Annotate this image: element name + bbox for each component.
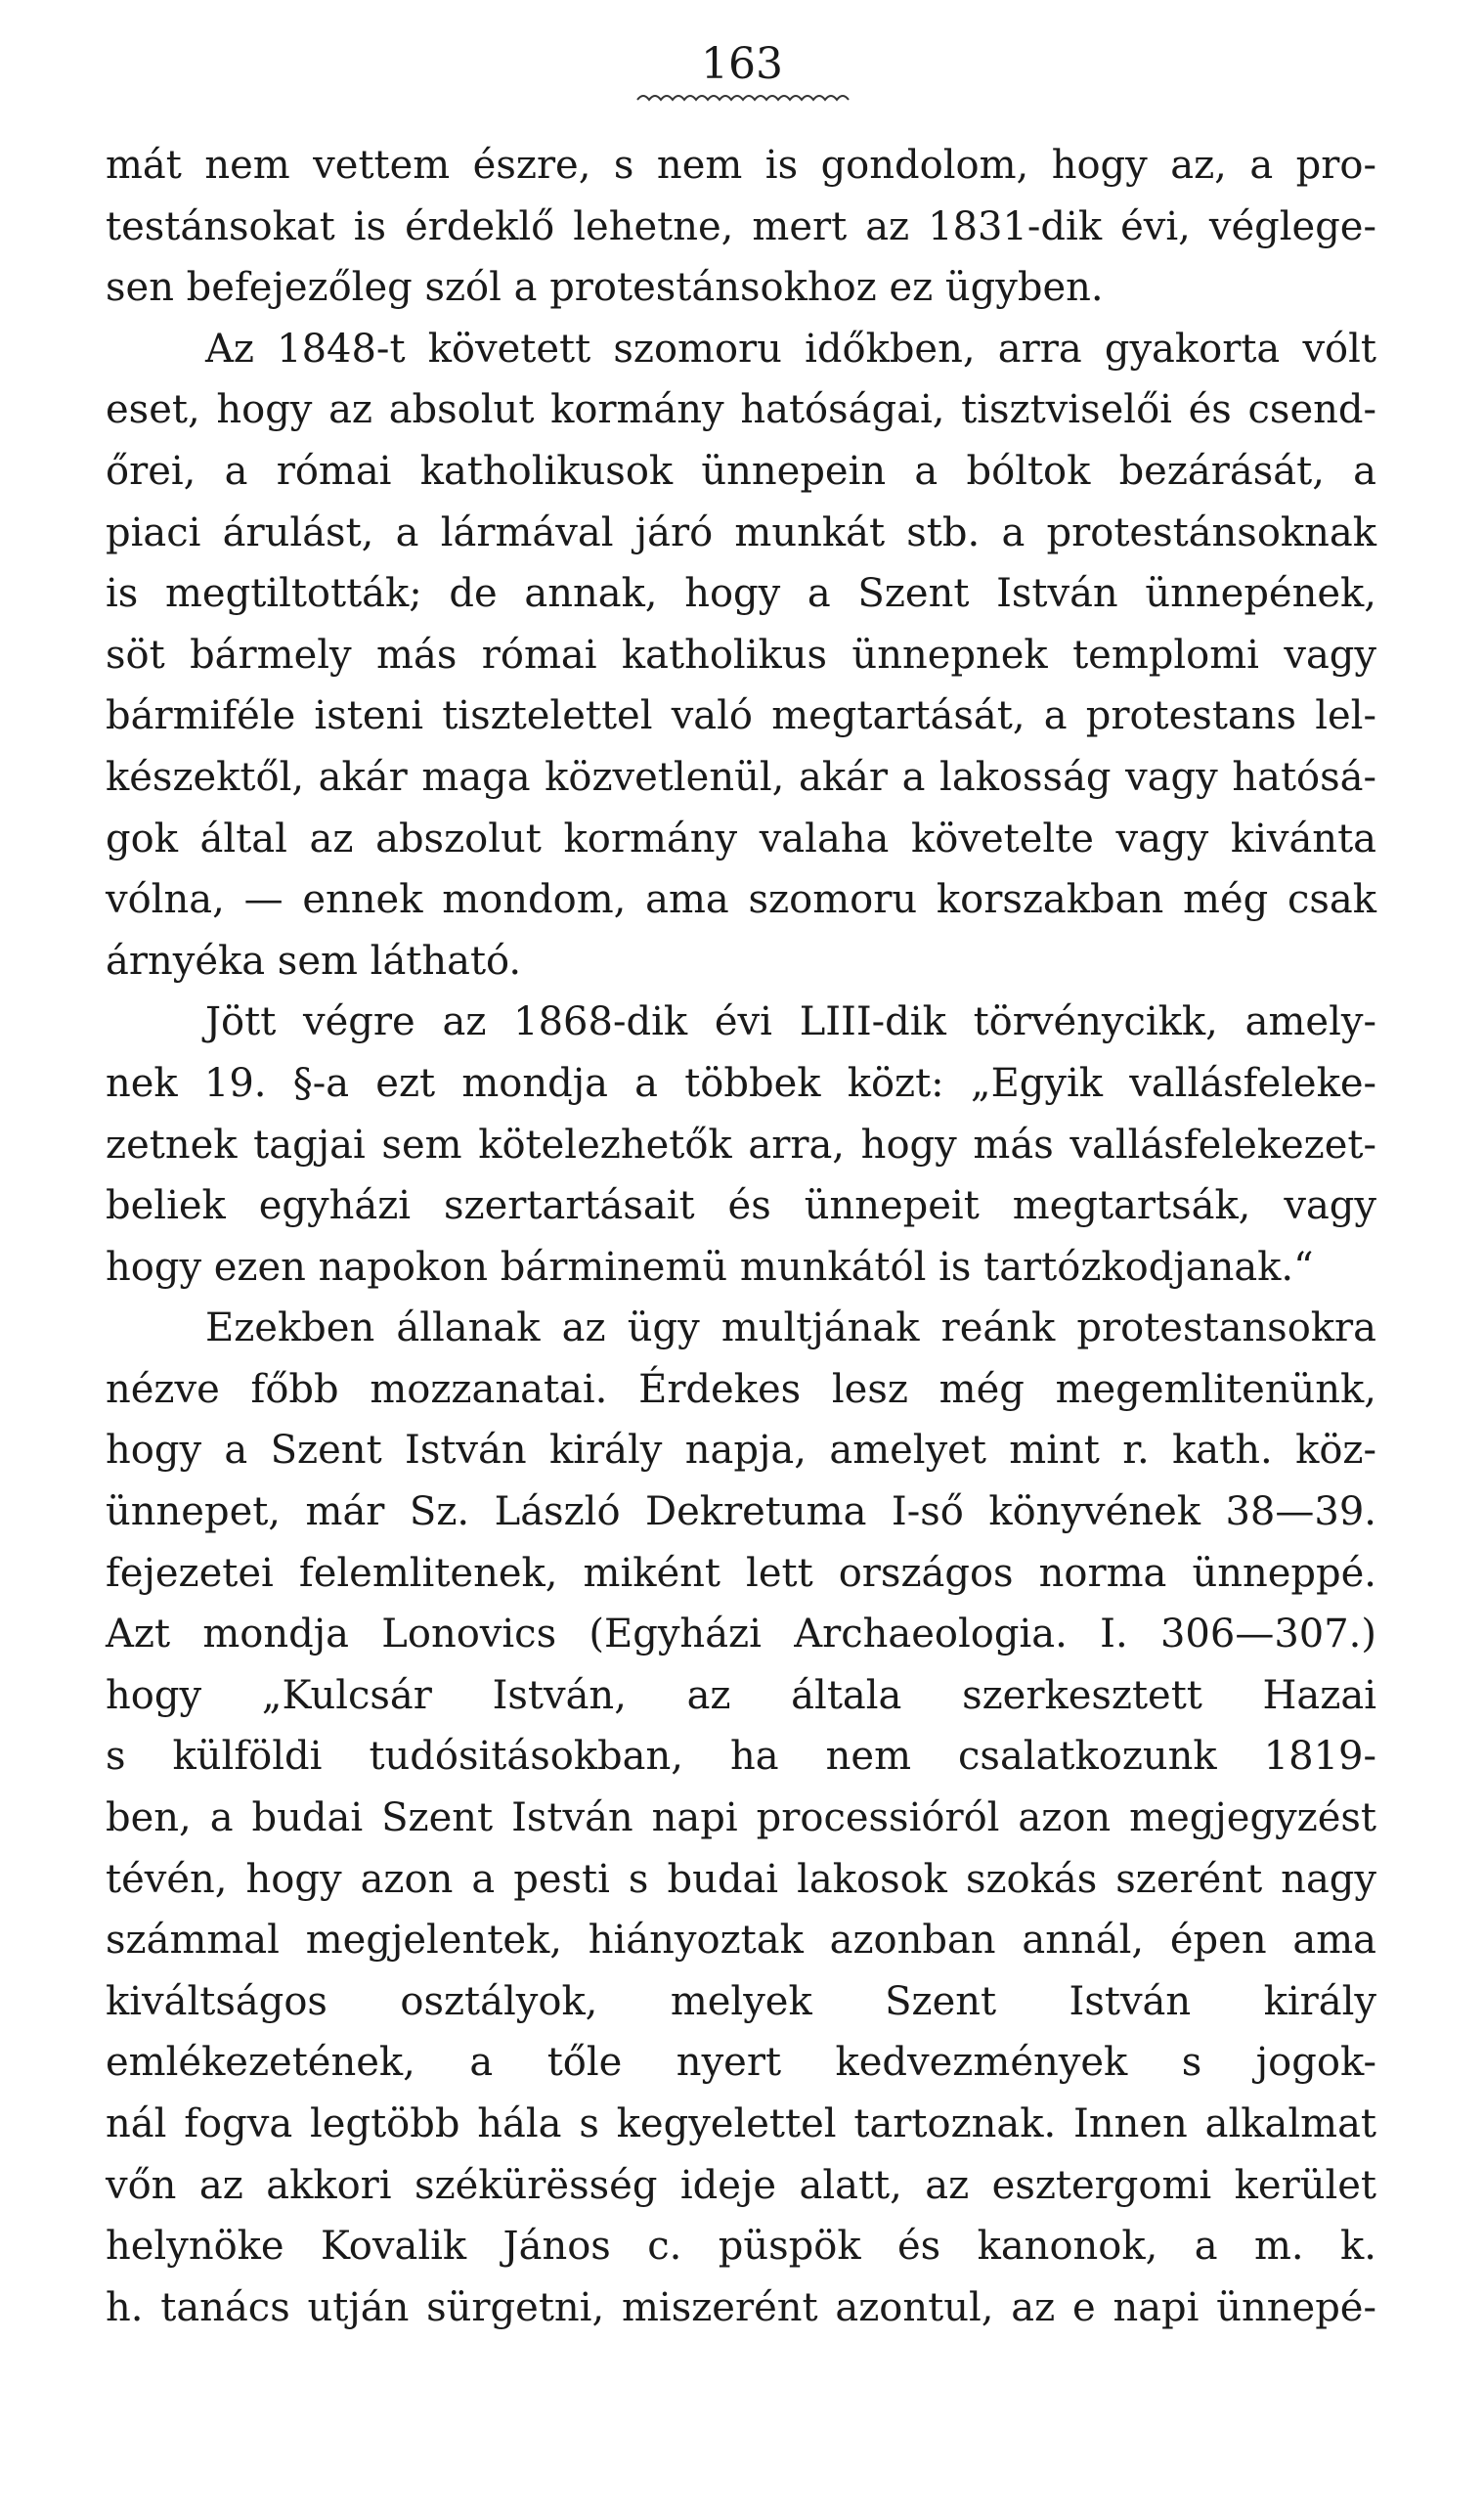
text-line: gok által az abszolut kormány valaha követelte vagy kivánta (106, 816, 1376, 862)
text-line: h. tanács utján sürgetni, miszerént azontul, az e napi ünnepé- (106, 2284, 1376, 2330)
page-number: 163 (701, 39, 783, 89)
text-line: készektől, akár maga közvetlenül, akár a lakosság vagy hatósá- (106, 754, 1376, 800)
text-line: Ezekben állanak az ügy multjának reánk protestansokra (205, 1305, 1376, 1351)
text-line: nál fogva legtöbb hála s kegyelettel tartoznak. Innen alkalmat (106, 2101, 1376, 2146)
text-line: hogy „Kulcsár István, az általa szerkesztett Hazai (106, 1672, 1376, 1718)
body-text (106, 135, 1376, 2338)
text-line: mát nem vettem észre, s nem is gondolom, hogy az, a pro- (106, 143, 1376, 188)
text-line: bármiféle isteni tisztelettel való megtartását, a protestans lel- (106, 693, 1376, 739)
header-ornament (635, 90, 851, 104)
text-line: helynöke Kovalik János c. püspök és kanonok, a m. k. (106, 2224, 1376, 2270)
text-line: piaci árulást, a lármával járó munkát stb. a protestánsoknak (106, 509, 1376, 555)
text-line: ben, a budai Szent István napi processióról azon megjegyzést (106, 1795, 1376, 1841)
text-line: fejezetei felemlitenek, miként lett országos norma ünneppé. (106, 1550, 1376, 1596)
text-line: nek 19. §-a ezt mondja a többek közt: „Egyik vallásfeleke- (106, 1060, 1376, 1106)
text-line: vólna, — ennek mondom, ama szomoru korszakban még csak (106, 877, 1376, 923)
text-line: kiváltságos osztályok, melyek Szent István király (106, 1978, 1376, 2024)
text-line: emlékezetének, a tőle nyert kedvezmények s jogok- (106, 2040, 1376, 2086)
text-line: zetnek tagjai sem kötelezhetők arra, hogy más vallásfelekezet- (106, 1122, 1376, 1168)
text-line: árnyéka sem látható. (106, 938, 522, 984)
text-line: hogy a Szent István király napja, amelyet mint r. kath. köz- (106, 1428, 1376, 1474)
text-line: Azt mondja Lonovics (Egyházi Archaeologia. I. 306—307.) (106, 1612, 1376, 1657)
text-line: őrei, a római katholikusok ünnepein a bóltok bezárását, a (106, 448, 1376, 494)
text-line: eset, hogy az absolut kormány hatóságai, tisztviselői és csend- (106, 387, 1376, 433)
text-line: sen befejezőleg szól a protestánsokhoz ez ügyben. (106, 265, 1104, 311)
text-line: s külföldi tudósitásokban, ha nem csalatkozunk 1819- (106, 1734, 1376, 1780)
text-line: hogy ezen napokon bárminemü munkától is tartózkodjanak.“ (106, 1244, 1314, 1290)
text-line: nézve főbb mozzanatai. Érdekes lesz még megemlitenünk, (106, 1366, 1376, 1412)
text-line: számmal megjelentek, hiányoztak azonban annál, épen ama (106, 1918, 1376, 1964)
text-line: söt bármely más római katholikus ünnepnek templomi vagy (106, 632, 1376, 678)
text-line: Jött végre az 1868-dik évi LIII-dik törvénycikk, amely- (205, 999, 1376, 1045)
text-line: ünnepet, már Sz. László Dekretuma I-ső könyvének 38—39. (106, 1489, 1376, 1535)
text-line: Az 1848-t követett szomoru időkben, arra gyakorta vólt (205, 326, 1376, 372)
text-line: testánsokat is érdeklő lehetne, mert az 1831-dik évi, véglege- (106, 203, 1376, 249)
text-line: beliek egyházi szertartásait és ünnepeit megtartsák, vagy (106, 1183, 1376, 1229)
text-line: tévén, hogy azon a pesti s budai lakosok szokás szerént nagy (106, 1856, 1376, 1902)
text-line: vőn az akkori székürësség ideje alatt, az esztergomi kerület (106, 2162, 1376, 2208)
text-line: is megtiltották; de annak, hogy a Szent István ünnepének, (106, 571, 1376, 617)
